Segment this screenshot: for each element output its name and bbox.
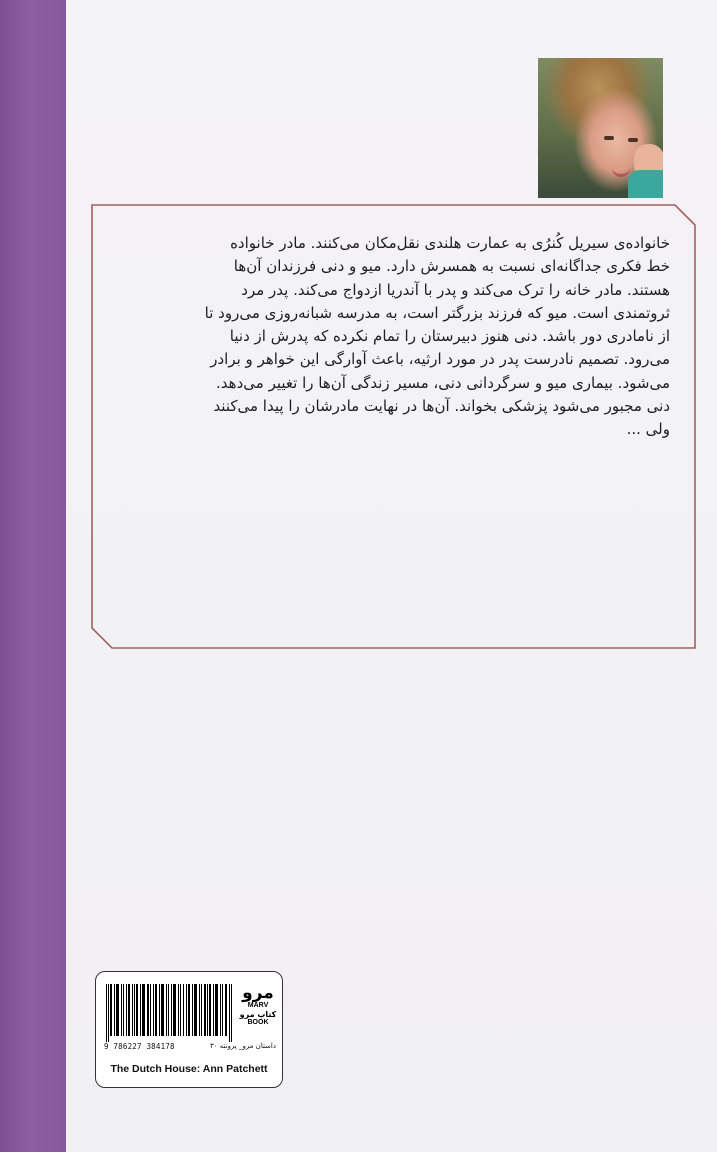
barcode-bar: [132, 984, 133, 1036]
barcode-bar: [194, 984, 197, 1036]
barcode-bar: [220, 984, 221, 1036]
barcode-bar: [201, 984, 202, 1036]
barcode-bar: [121, 984, 122, 1036]
barcode-bar: [229, 984, 230, 1042]
publisher-book: BOOK: [247, 1019, 269, 1026]
barcode-bar: [166, 984, 167, 1036]
barcode-bar: [110, 984, 112, 1036]
barcode-bar: [209, 984, 211, 1036]
barcode-bar: [153, 984, 154, 1036]
photo-shirt: [628, 170, 663, 198]
barcode-bar: [140, 984, 141, 1036]
barcode-bar: [123, 984, 124, 1036]
barcode-bar: [136, 984, 138, 1036]
barcode-bar: [222, 984, 223, 1036]
barcode-bar: [225, 984, 227, 1036]
blurb-line: خانواده‌ی سیریل کُنرُی به عمارت هلندی نقل‌مکان می‌کنند. مادر خانواده: [230, 234, 670, 252]
barcode-bar: [173, 984, 176, 1036]
photo-eye-right: [628, 138, 638, 142]
blurb-line: خط فکری جداگانه‌ای نسبت به همسرش دارد. میو و دنی فرزندان آن‌ها: [233, 257, 670, 276]
barcode-bar: [171, 984, 172, 1036]
blurb-line: ولی ...: [626, 420, 670, 439]
barcode-bar: [114, 984, 115, 1036]
author-photo: [538, 58, 663, 198]
barcode-bar: [188, 984, 190, 1036]
blurb-line: می‌شود. بیماری میو و سرگردانی دنی، مسیر زندگی آن‌ها را تغییر می‌دهد.: [216, 373, 670, 392]
blurb-line: هستند. مادر خانه را ترک می‌کند و پدر با آندریا ازدواج می‌کند. پدر مرد: [241, 280, 670, 299]
isbn-number: 9 786227 384178: [104, 1042, 175, 1051]
barcode-bar: [178, 984, 179, 1036]
barcode-bar: [150, 984, 151, 1036]
barcode-bar: [180, 984, 181, 1036]
barcode-bar: [192, 984, 193, 1036]
barcode-bar: [204, 984, 206, 1036]
barcode-bars: [104, 984, 234, 1042]
barcode-bar: [126, 984, 127, 1036]
barcode-bar: [116, 984, 119, 1036]
barcode-bar: [155, 984, 157, 1036]
blurb-line: می‌رود. تصمیم نادرست پدر در مورد ارثیه، باعث آوارگی این خواهر و برادر: [210, 350, 670, 369]
publisher-marv: MARV: [247, 1002, 269, 1009]
barcode-bar: [106, 984, 107, 1042]
photo-eye-left: [604, 136, 614, 140]
blurb-text: [130, 232, 670, 442]
publisher-persian: کتاب مرو: [239, 1010, 277, 1019]
blurb-line: دنی مجبور می‌شود پزشکی بخواند. آن‌ها در نهایت مادرشان را پیدا می‌کنند: [213, 397, 670, 416]
barcode-bar: [186, 984, 187, 1036]
barcode-bar: [108, 984, 109, 1042]
barcode-bar: [128, 984, 130, 1036]
blurb-line: ثروتمندی است. میو که فرزند بزرگتر است، به مدرسه شبانه‌روزی می‌رود تا: [204, 303, 670, 322]
blurb-line: از نامادری دور باشد. دنی هنوز دبیرستان را تمام نکرده که پدرش از دنیا: [229, 327, 670, 346]
barcode-bar: [215, 984, 218, 1036]
publisher-logo: [239, 984, 277, 1040]
barcode-bar: [134, 984, 135, 1036]
barcode-bar: [142, 984, 145, 1036]
barcode-bar: [213, 984, 214, 1036]
publisher-mark: مرو: [242, 983, 274, 1003]
barcode-bar: [207, 984, 208, 1036]
barcode-bar: [183, 984, 184, 1036]
photo-smile: [612, 168, 630, 177]
barcode-bar: [161, 984, 164, 1036]
series-label: داستان مرو_ پرونته ۳۰: [209, 1042, 276, 1050]
book-title-author: The Dutch House: Ann Patchett: [110, 1063, 268, 1075]
barcode-label: [95, 971, 283, 1088]
barcode-bar: [199, 984, 200, 1036]
barcode-bar: [159, 984, 160, 1036]
barcode-bar: [168, 984, 169, 1036]
book-spine: [0, 0, 66, 1152]
barcode-bar: [147, 984, 149, 1036]
barcode-bar: [231, 984, 232, 1042]
